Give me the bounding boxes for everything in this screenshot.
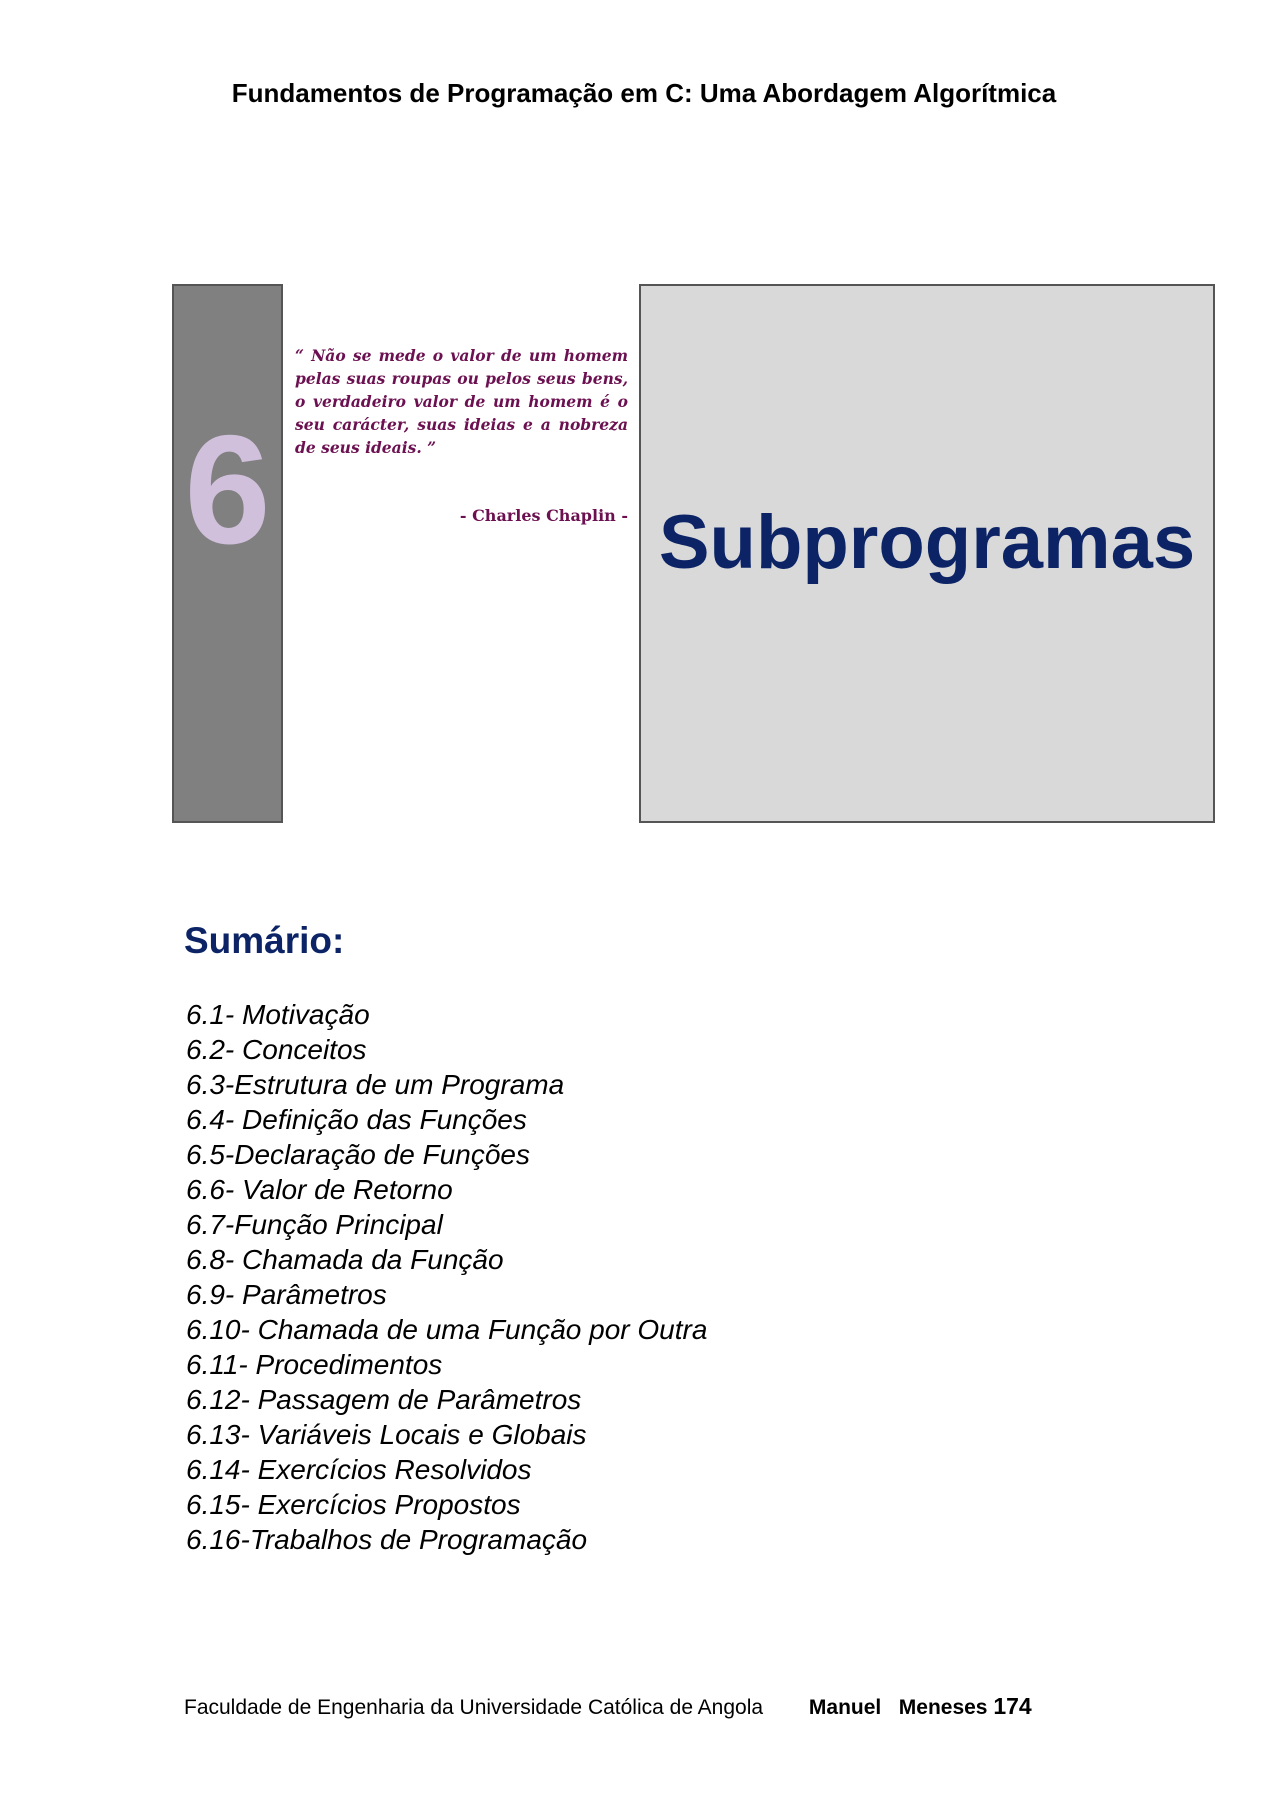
summary-heading: Sumário: bbox=[184, 920, 345, 961]
footer-institution: Faculdade de Engenharia da Universidade Católica de Angola bbox=[184, 1696, 764, 1719]
summary-item: 6.10- Chamada de uma Função por Outra bbox=[186, 1314, 708, 1345]
summary-item: 6.12- Passagem de Parâmetros bbox=[186, 1384, 582, 1415]
summary-item: 6.5-Declaração de Funções bbox=[186, 1139, 530, 1170]
summary-item: 6.1- Motivação bbox=[186, 999, 370, 1030]
footer-author: Manuel Meneses bbox=[808, 1696, 988, 1719]
summary-item: 6.15- Exercícios Propostos bbox=[186, 1489, 521, 1520]
summary-item: 6.4- Definição das Funções bbox=[186, 1104, 527, 1135]
summary-item: 6.2- Conceitos bbox=[186, 1034, 367, 1065]
summary-item: 6.11- Procedimentos bbox=[186, 1349, 443, 1380]
summary-item: 6.3-Estrutura de um Programa bbox=[186, 1069, 565, 1100]
summary-item: 6.7-Função Principal bbox=[186, 1209, 443, 1240]
chapter-quote: “ Não se mede o valor de um homem pelas suas roupas ou pelos seus bens, o verdadeiro valor de um homem é o seu carácter, suas ideias e a nobreza de seus ideais. ” bbox=[295, 346, 628, 457]
page-header: Fundamentos de Programação em C: Uma Abordagem Algorítmica bbox=[231, 78, 1057, 108]
page-number: 174 bbox=[993, 1693, 1032, 1719]
summary-item: 6.9- Parâmetros bbox=[186, 1279, 387, 1310]
summary-list bbox=[186, 997, 707, 1557]
summary-item: 6.13- Variáveis Locais e Globais bbox=[186, 1419, 587, 1450]
summary-item: 6.16-Trabalhos de Programação bbox=[186, 1524, 588, 1555]
page-footer bbox=[184, 1693, 1032, 1720]
chapter-title: Subprogramas bbox=[658, 500, 1196, 585]
summary-item: 6.8- Chamada da Função bbox=[186, 1244, 504, 1275]
quote-author: - Charles Chaplin - bbox=[459, 506, 628, 525]
chapter-number: 6 bbox=[184, 403, 271, 576]
summary-item: 6.14- Exercícios Resolvidos bbox=[186, 1454, 532, 1485]
summary-item: 6.6- Valor de Retorno bbox=[186, 1174, 453, 1205]
